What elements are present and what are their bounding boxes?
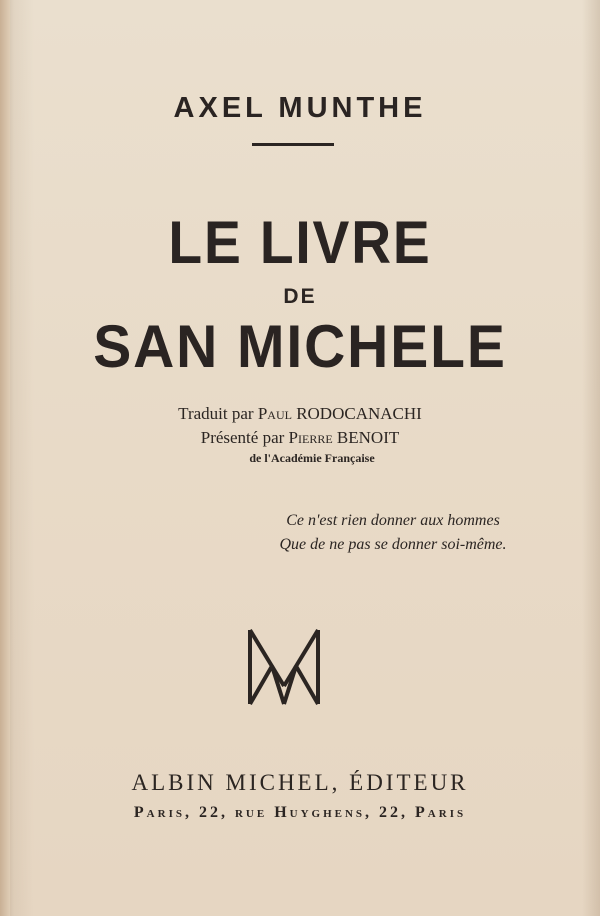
epigraph-line-2: Que de ne pas se donner soi-même.: [279, 536, 507, 553]
publisher-address: Paris, 22, rue Huyghens, 22, Paris: [133, 804, 467, 821]
translator-line: [0, 402, 600, 426]
divider-rule: [252, 143, 334, 146]
credits-block: [0, 402, 600, 466]
presenter-affiliation: de l'Académie Française: [249, 451, 375, 465]
epigraph: [268, 509, 518, 557]
epigraph-line-1: Ce n'est rien donner aux hommes: [286, 512, 500, 529]
title-line-1: LE LIVRE: [168, 209, 432, 276]
publisher-name: ALBIN MICHEL, ÉDITEUR: [131, 770, 469, 795]
translator-name: Paul RODOCANACHI: [257, 404, 422, 423]
presenter-line: [0, 426, 600, 450]
title-line-2: SAN MICHELE: [93, 313, 507, 380]
author-name: AXEL MUNTHE: [173, 92, 427, 124]
title-connector: DE: [283, 285, 317, 308]
monogram-am-icon: [244, 624, 324, 708]
presenter-name: Pierre BENOIT: [288, 428, 400, 447]
presenter-prefix: Présenté par: [200, 428, 289, 447]
translator-prefix: Traduit par: [178, 404, 258, 423]
